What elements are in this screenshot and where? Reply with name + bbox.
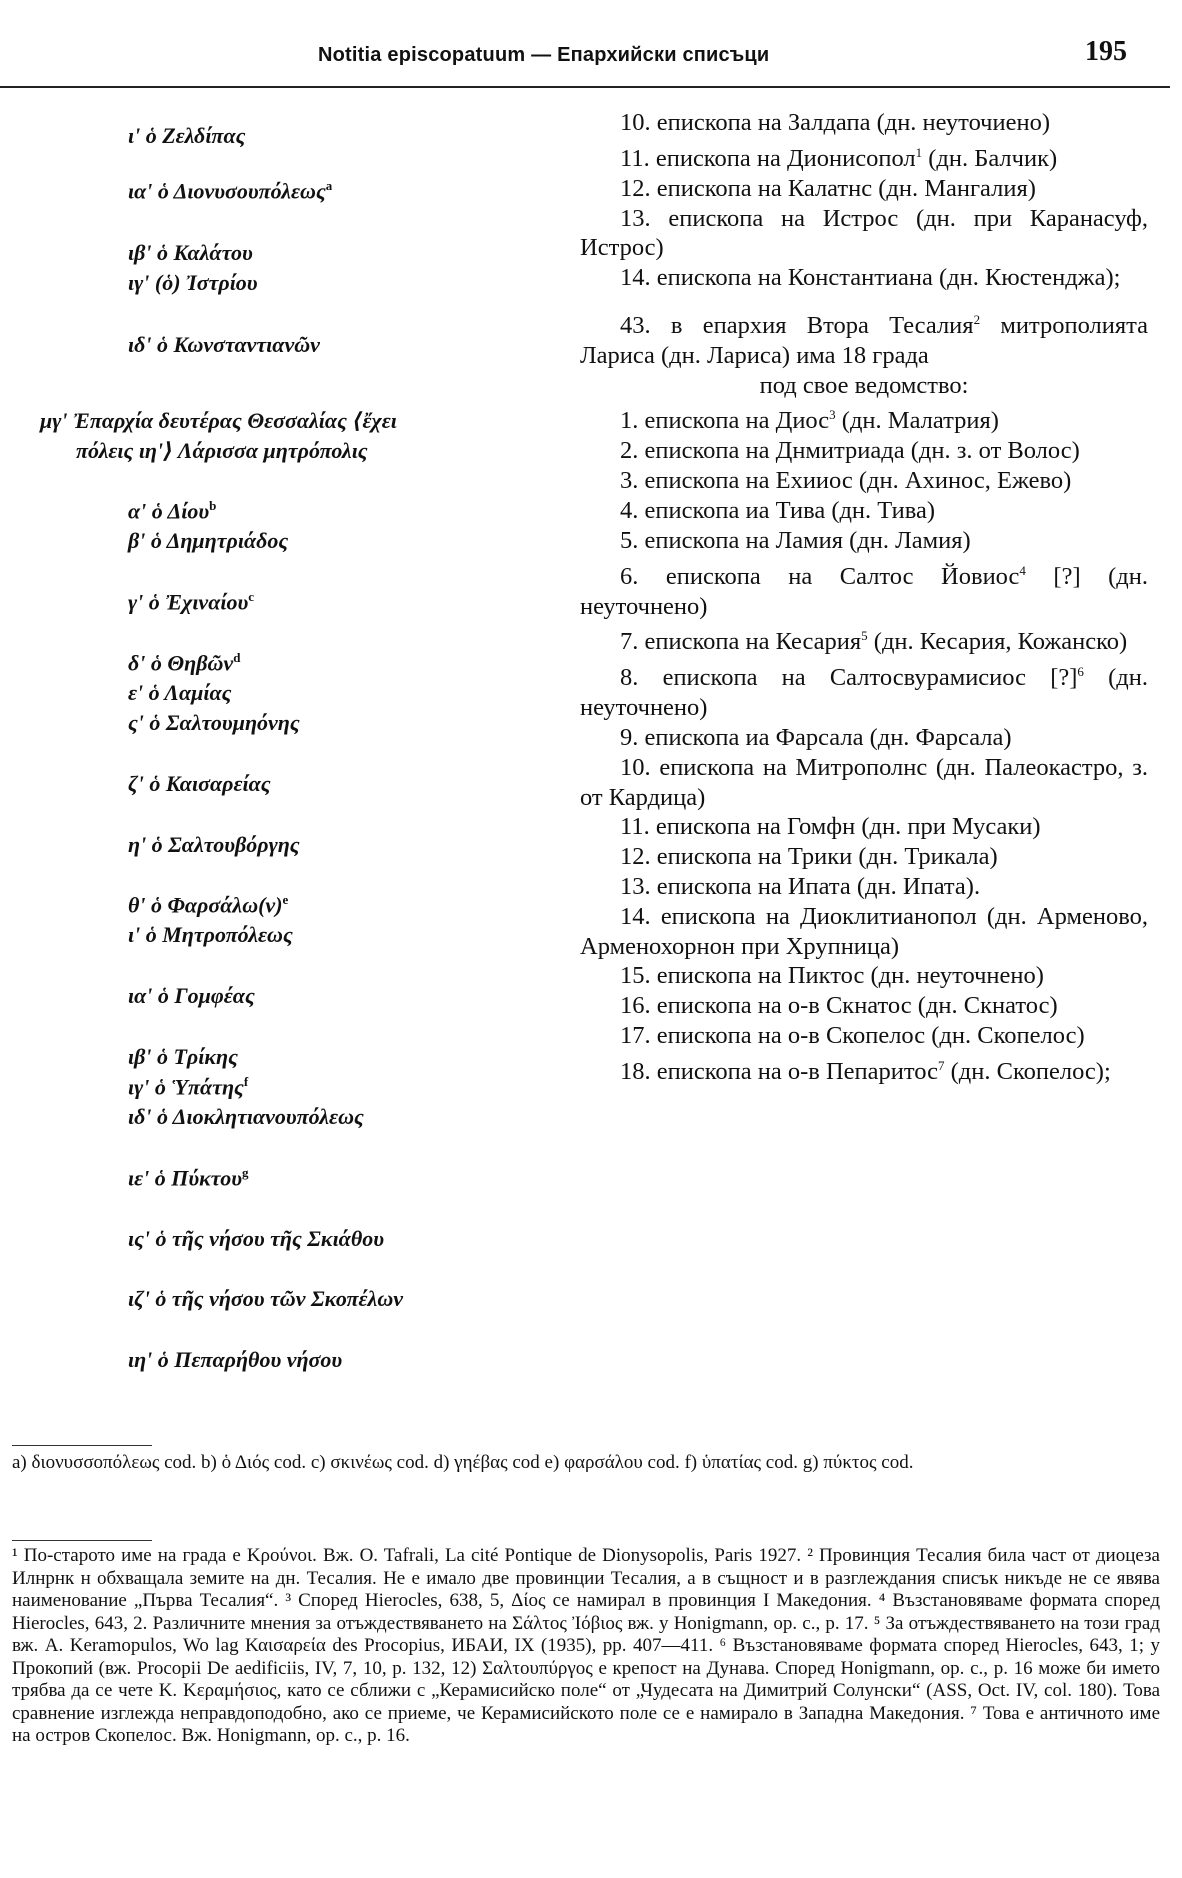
list-item: 14. епископа на Константиана (дн. Кюстенджа); xyxy=(620,264,1121,292)
list-item: 3. епископа на Ехииос (дн. Ахинос, Ежево) xyxy=(620,467,1072,495)
list-item: 17. епископа на о-в Скопелос (дн. Скопелос) xyxy=(620,1022,1085,1050)
greek-entry: η' ὁ Σαλτουβόργης xyxy=(128,832,300,857)
greek-entry: ιη' ὁ Πεπαρήθου νήσου xyxy=(128,1347,343,1372)
list-item: 10. епископа на Митрополнс (дн. Палеокастро, з. от Кардица) xyxy=(580,753,1148,811)
greek-entry: ς' ὁ Σαλτουμηόνης xyxy=(128,710,300,735)
greek-entry: ιγ' (ὁ) Ἰστρίου xyxy=(128,270,258,295)
greek-entry: γ' ὁ Ἐχιναίου$^c$ xyxy=(128,589,255,615)
greek-heading: πόλεις ιη'⟩ Λάρισσα μητρόπολις xyxy=(76,438,368,463)
apparatus-rule xyxy=(12,1445,152,1446)
list-item: 9. епископа иа Фарсала (дн. Фарсала) xyxy=(620,724,1012,752)
list-item: 12. епископа на Калатнс (дн. Мангалия) xyxy=(620,174,1036,202)
section-heading: 43. в епархия Втора Тесалия$^2$ митрополията Лариса (дн. Лариса) има 18 града xyxy=(580,311,1148,369)
bulgarian-column xyxy=(580,108,1148,1087)
greek-entry: ια' ὁ Γομφέας xyxy=(128,983,255,1008)
footnote-rule xyxy=(12,1540,152,1541)
list-item: 8. епископа на Салтосвурамисиос [?]$^6$ (дн. неуточнено) xyxy=(580,664,1148,722)
greek-entry: ιγ' ὁ Ὑπάτης$^f$ xyxy=(128,1074,249,1100)
footnotes: ¹ По-старото име на града е Κρούνοι. Вж. O. Tafrali, La cité Pontique de Dionysopolis, Paris 1927. ² Провинция Тесалия била част от диоцеза Илнрнк н обхващала земите на дн. Тесалия. Не е имало две провинции Тесалия, а в същност и в разглеждания списък никъде не се явява наименование „Първа Тесалия“. ³ Според Hierocles, 638, 5, Δίος се намирал в провинция I Македония. ⁴ Възстановяваме формата според Hierocles, 643, 2. Различните мнения за отъждествяването на Σάλτος Ἰόβιος вж. у Honigmann, op. c., p. 17. ⁵ За отъждествяването на този град вж. A. Keramopulos, Wo lag Καισαρεία des Procopius, ИБАИ, IX (1935), pp. 407—411. ⁶ Възстановяваме формата според Hierocles, 643, 1; у Прокопий (вж. Procopii De aedificiis, IV, 7, 10, p. 132, 12) Σαλτουπύργος е крепост на Дунава. Според Honigmann, op. c., p. 16 може би името трябва да се чете K. Κεραμήσιος, като се сближи с „Керамисийско поле“ от „Чудесата на Димитрий Солунски“ (ASS, Oct. IV, col. 180). Това сравнение изглежда неправдоподобно, ако се приеме, че Керамисийското поле се е намирало в Западна Македония. ⁷ Това е античното име на остров Скопелос. Вж. Honigmann, op. c., p. 16. xyxy=(12,1545,1160,1746)
list-item: 10. епископа на Залдапа (дн. неуточиено) xyxy=(620,109,1051,136)
list-item: 1. епископа на Диос$^3$ (дн. Малатрия) xyxy=(620,407,999,435)
greek-entry: ιζ' ὁ τῆς νήσου τῶν Σκοπέλων xyxy=(128,1286,403,1311)
greek-entry: θ' ὁ $\Phi\alpha\rho\sigma ά\lambda\omega(\nu)^e$ xyxy=(128,892,289,918)
greek-entry: ι' ὁ Ζελδίπας xyxy=(128,123,246,148)
section-heading-end: под свое ведомство: xyxy=(759,371,969,399)
list-item: 11. епископа на Дионисопол$^1$ (дн. Балчик) xyxy=(620,144,1058,172)
running-header xyxy=(0,30,1182,92)
list-item: 16. епископа на о-в Скнатос (дн. Скнатос) xyxy=(620,992,1058,1020)
list-item: 11. епископа на Гомфн (дн. при Мусаки) xyxy=(620,813,1041,841)
greek-entry: ιδ' ὁ Κωνσταντιανῶν xyxy=(128,332,320,357)
greek-entry: ια' ὁ Διονυσουπόλεως$^a$ xyxy=(128,178,333,204)
list-item: 6. епископа на Салтос Йовиос$^4$ [?] (дн. неуточнено) xyxy=(580,562,1148,620)
greek-heading: μγ' Ἐπαρχία δευτέρας Θεσσαλίας ⟨ἔχει xyxy=(40,408,397,433)
greek-entry: ις' ὁ τῆς νήσου τῆς Σκιάθου xyxy=(128,1226,385,1251)
greek-entry: δ' ὁ Θηβῶν$^d$ xyxy=(128,650,241,676)
list-item: 12. епископа на Трики (дн. Трикала) xyxy=(620,843,998,871)
greek-entry: ιβ' ὁ Τρίκης xyxy=(128,1044,238,1069)
list-item: 18. епископа на о-в Пепаритос$^7$ (дн. Скопелос); xyxy=(620,1057,1111,1085)
running-title: Notitia episcopatuum — Епархийски списъци xyxy=(318,44,770,66)
list-item: 14. епископа на Диоклитианопол (дн. Арменово, Арменохорнон при Хрупница) xyxy=(580,902,1148,960)
list-item: 13. епископа на Ипата (дн. Ипата). xyxy=(620,873,981,901)
greek-entry: ι' ὁ Μητροπόλεως xyxy=(128,922,293,947)
greek-entry: ζ' ὁ Καισαρείας xyxy=(128,771,271,796)
header-rule xyxy=(0,86,1170,88)
greek-entry: β' ὁ Δημητριάδος xyxy=(128,528,289,553)
list-item: 4. епископа иа Тива (дн. Тива) xyxy=(620,497,936,525)
list-item: 2. епископа на Днмитриада (дн. з. от Волос) xyxy=(620,437,1080,465)
list-item: 5. епископа на Ламия (дн. Ламия) xyxy=(620,526,971,554)
critical-apparatus: a) διονυσσοπόλεως cod. b) ὁ Διός cod. c) σκινέως cod. d) γηέβας cod e) φαρσάλου cod. f) ὑπατίας cod. g) πύκτος cod. xyxy=(12,1452,914,1473)
list-item: 15. епископа на Пиктос (дн. неуточнено) xyxy=(620,962,1044,990)
greek-entry: ιε' ὁ Πύκτου$^g$ xyxy=(128,1165,249,1191)
page-number: 195 xyxy=(1085,36,1127,67)
greek-entry: ιβ' ὁ Καλάτου xyxy=(128,240,253,265)
list-item: 7. епископа на Кесария$^5$ (дн. Кесария, Кожанско) xyxy=(620,628,1128,656)
list-item: 13. епископа на Истрос (дн. при Каранасуф, Истрос) xyxy=(580,204,1148,262)
greek-entry: α' ὁ Δίου$^b$ xyxy=(128,498,217,524)
greek-entry: ε' ὁ Λαμίας xyxy=(128,680,232,705)
greek-entry: ιδ' ὁ Διοκλητιανουπόλεως xyxy=(128,1104,364,1129)
